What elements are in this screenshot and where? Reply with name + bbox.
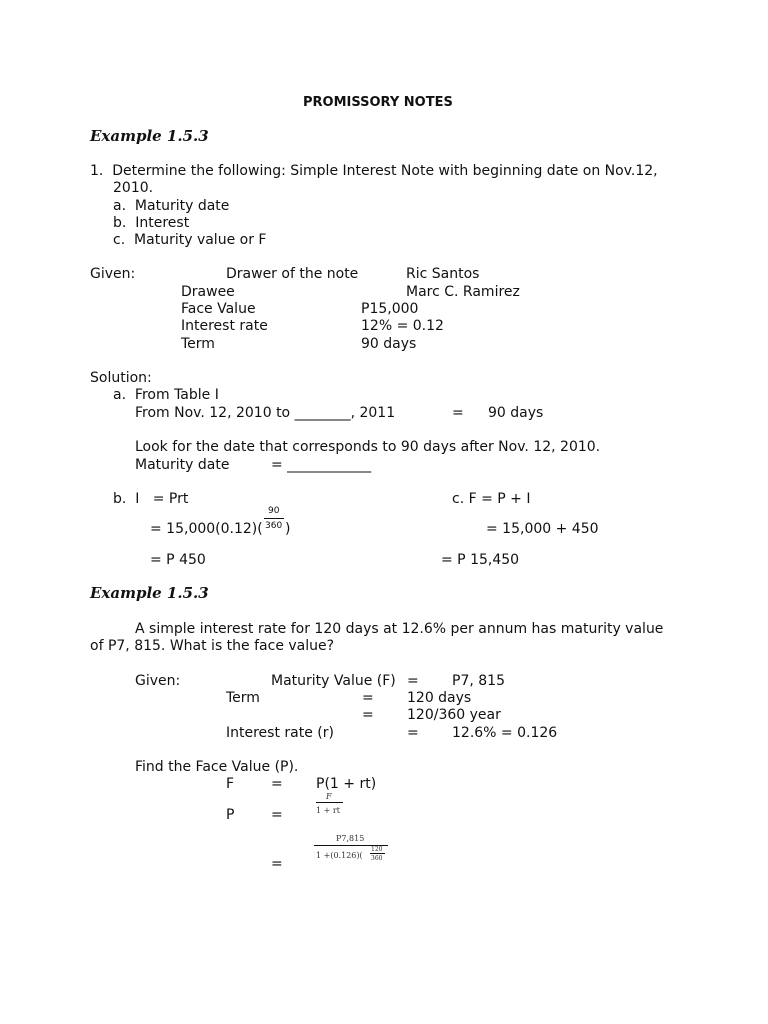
maturity-date-blank: = ____________ <box>271 457 372 473</box>
fraction-bar <box>316 802 343 803</box>
fraction-numerator: 120 <box>371 846 383 853</box>
equals-sign: = <box>271 776 283 792</box>
given-field-value: P7, 815 <box>452 673 505 689</box>
maturity-step: = 15,000 + 450 <box>486 521 599 537</box>
solution-step: From Nov. 12, 2010 to ________, 2011 <box>135 405 396 421</box>
close-paren: ) <box>285 521 291 537</box>
fraction-numerator: P7,815 <box>336 834 365 843</box>
given-field-label: Face Value <box>181 301 256 317</box>
given-field-value: 120/360 year <box>407 707 501 723</box>
given-field-label: Maturity Value (F) <box>271 673 396 689</box>
equals-sign: = <box>452 405 464 421</box>
fraction-denominator: 360 <box>371 855 383 862</box>
solution-label: Solution: <box>90 370 152 386</box>
given-field-label: Term <box>226 690 260 706</box>
list-item: c. Maturity value or F <box>113 232 267 248</box>
formula-variable: P <box>226 807 235 823</box>
interest-formula: b. I = Prt <box>113 491 189 507</box>
fraction-denominator: 1 +(0.126)( <box>316 851 363 860</box>
find-line: Find the Face Value (P). <box>135 759 299 775</box>
equals-sign: = <box>407 673 419 689</box>
question-line: 2010. <box>113 180 154 196</box>
solution-note: Look for the date that corresponds to 90 days after Nov. 12, 2010. <box>135 439 601 455</box>
given-label: Given: <box>135 673 181 689</box>
question-line: 1. Determine the following: Simple Interest Note with beginning date on Nov.12, <box>90 163 658 179</box>
given-label: Given: <box>90 266 136 282</box>
given-field-label: Interest rate (r) <box>226 725 334 741</box>
fraction-bar <box>370 853 385 854</box>
given-field-value: 12.6% = 0.126 <box>452 725 558 741</box>
given-field-value: 120 days <box>407 690 472 706</box>
given-field-value: 12% = 0.12 <box>361 318 444 334</box>
problem-line: of P7, 815. What is the face value? <box>90 638 335 654</box>
list-item: b. Interest <box>113 215 190 231</box>
example-heading: Example 1.5.3 <box>90 584 209 602</box>
fraction-numerator: 90 <box>268 506 280 516</box>
maturity-result: = P 15,450 <box>441 552 520 568</box>
given-field-label: Drawer of the note <box>226 266 359 282</box>
formula-expression: P(1 + rt) <box>316 776 377 792</box>
equals-sign: = <box>271 856 283 872</box>
example-heading: Example 1.5.3 <box>90 127 209 145</box>
equals-sign: = <box>271 807 283 823</box>
problem-line: A simple interest rate for 120 days at 12.6% per annum has maturity value <box>135 621 664 637</box>
given-field-label: Interest rate <box>181 318 268 334</box>
equals-sign: = <box>362 690 374 706</box>
equals-sign: = <box>362 707 374 723</box>
given-field-value: Marc C. Ramirez <box>406 284 520 300</box>
solution-step: a. From Table I <box>113 387 219 403</box>
page-title: PROMISSORY NOTES <box>303 95 453 110</box>
interest-result: = P 450 <box>150 552 206 568</box>
solution-result: 90 days <box>488 405 544 421</box>
fraction-denominator: 1 + rt <box>316 806 340 815</box>
given-field-label: Term <box>181 336 215 352</box>
fraction-denominator: 360 <box>265 521 283 531</box>
given-field-value: 90 days <box>361 336 417 352</box>
given-field-label: Drawee <box>181 284 235 300</box>
formula-variable: F <box>226 776 235 792</box>
interest-step: = 15,000(0.12)( <box>150 521 263 537</box>
fraction-numerator: F <box>326 792 332 801</box>
maturity-date-label: Maturity date <box>135 457 230 473</box>
fraction-bar <box>264 518 284 519</box>
list-item: a. Maturity date <box>113 198 230 214</box>
maturity-formula: c. F = P + I <box>452 491 531 507</box>
equals-sign: = <box>407 725 419 741</box>
given-field-value: P15,000 <box>361 301 419 317</box>
given-field-value: Ric Santos <box>406 266 480 282</box>
